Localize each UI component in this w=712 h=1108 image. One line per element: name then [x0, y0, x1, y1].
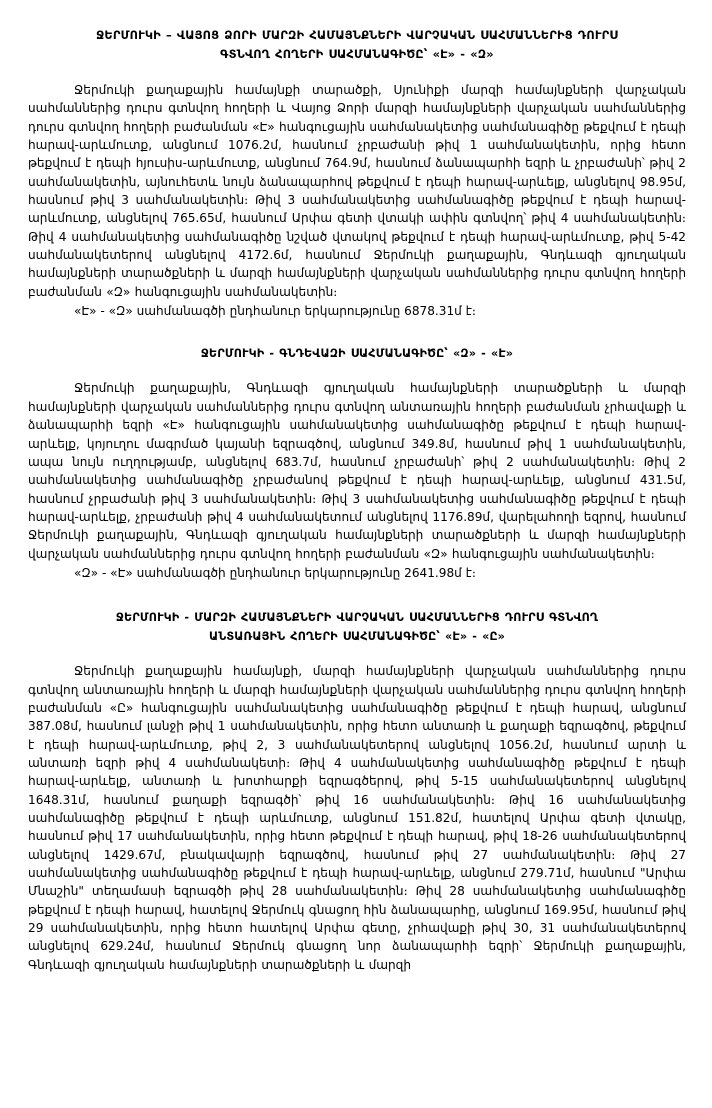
section-3-body: Ջերմուկի քաղաքային համայնքի, մարզի համայնքների վարչական սահմաններից դուրս գտնվող անտառային հողերի և մարզի համայնքների վարչական սահմաններից դուրս գտնվող հողերի բաժանման «Ը» հանգուցային սահմանակետից սահմանագիծը թեքվում է դեպի հարավ, անցնում 387.08մ, հասնում լանջի թիվ 1 սահմանակետին, որից հետո անտառի և քաղաքի եզրագծով, թեքվում է դեպի հարավ-արևմուտք, թիվ 2, 3 սահմանակետերով անցնելով 1056.2մ, հասնում արտի և անտառի եզրի թիվ 4 սահմանակետի։ Թիվ 4 սահմանակետից սահմանագիծը թեքվում է դեպի հարավ-արևելք, անտառի և խոտհարքի եզրագծերով, թիվ 5-15 սահմանակետերով անցնելով 1648.31մ, հասնում քաղաքի եզրագծի՝ թիվ 16 սահմանակետին։ Թիվ 16 սահմանակետից սահմանագիծը թեքվում է դեպի արևմուտք, անցնում 151.82մ, հատելով Արփա գետի վտակը, հասնում թիվ 17 սահմանակետին, որից հետո թեքվում է դեպի հարավ, թիվ 18-26 սահմանակետերով անցնելով 1429.67մ, բնակավայրի եզրագծով, հասնում թիվ 27 սահմանակետին։ Թիվ 27 սահմանակետից սահմանագիծը թեքվում է դեպի հարավ-արևելք, անցնում 279.71մ, հասնում "Արփա Մնաշին" տեղամասի եզրագծի թիվ 28 սահմանակետին։ Թիվ 28 սահմանակետից սահմանագիծը թեքվում է դեպի հարավ, հատելով Ջերմուկ գնացող հին ձանապարհը, անցնում 169.95մ, հասնում թիվ 29 սահմանակետին, որից հետո հատելով Արփա գետը, չրհավաքի թիվ 30, 31 սահմանակետերով անցնելով 629.24մ, հասնում Ջերմուկ գնացող նոր ձանապարհի եզրի՝ Ջերմուկի քաղաքային, Գնդևազի գյուղական համայնքների տարածքների և մարզի [28, 664, 686, 972]
section-heading-2-line-1: ՋԵՐՄՈՒԿԻ - ԳՆԴԵՎԱԶԻ ՍԱՀՄԱՆԱԳԻԾԸ՝ «Զ» - «Է» [200, 347, 514, 361]
section-heading-1-line-2: ԳՏՆՎՈՂ ՀՈՂԵՐԻ ՍԱՀՄԱՆԱԳԻԾԸ՝ «Է» - «Զ» [220, 47, 494, 61]
section-heading-3-line-2: ԱՆՏԱՌԱՅԻՆ ՀՈՂԵՐԻ ՍԱՀՄԱՆԱԳԻԾԸ՝ «Է» - «Ը» [208, 630, 506, 644]
section-heading-3-line-1: ՋԵՐՄՈՒԿԻ - ՄԱՐԶԻ ՀԱՄԱՅՆՔՆԵՐԻ ՎԱՐՉԱԿԱՆ ՍԱՀՄԱՆՆԵՐԻՑ ԴՈՒՐՍ ԳՏՆՎՈՂ [115, 611, 599, 625]
section-heading-2 [44, 344, 669, 363]
section-heading-3 [44, 608, 669, 646]
section-heading-1-line-1: ՋԵՐՄՈՒԿԻ – ՎԱՅՈՑ ՁՈՐԻ ՄԱՐԶԻ ՀԱՄԱՅՆՔՆԵՐԻ ՎԱՐՉԱԿԱՆ ՍԱՀՄԱՆՆԵՐԻՑ ԴՈՒՐՍ [96, 28, 618, 42]
section-1-subtotal: «Է» - «Զ» սահմանագծի ընդհանուր երկարությունը 6878.31մ է։ [74, 304, 476, 319]
section-2-body: Ջերմուկի քաղաքային, Գնդևազի գյուղական համայնքների տարածքների և մարզի համայնքների վարչական սահմաններից դուրս գտնվող անտառային հողերի բաժանման չրհավաքի և ձանապարհի եզրի «Է» հանգուցային սահմանակետից սահմանագիծը թեքվում է դեպի հարավ-արևելք, կոյուղու մագրմած կայանի եզրագծով, անցնում 349.8մ, հասնում թիվ 1 սահմանակետին, ապա նույն ուղղությամբ, անցնելով 683.7մ, հասնում չրբաժանի՝ թիվ 2 սահմանակետին։ Թիվ 2 սահմանակետից սահմանագիծը չրբաժանով թեքվում է դեպի հարավ-արևելք, անցնում 431.5մ, հասնում չրբաժանի թիվ 3 սահմանակետին։ Թիվ 3 սահմանակետից սահմանագիծը թեքվում է դեպի հարավ-արևելք, չրբաժանի թիվ 4 սահմանակետում անցնելով 1176.89մ, վարելահողի եզրով, հասնում Ջերմուկի քաղաքային, Գնդևազի գյուղական համայնքների տարածքների և մարզի համայնքների վարչական սահմաններից դուրս գտնվող հողերի բաժանման «Զ» հանգուցային սահմանակետին։ [28, 381, 686, 561]
section-2-subtotal: «Զ» - «Է» սահմանագծի ընդհանուր երկարությունը 2641.98մ է։ [74, 565, 476, 580]
section-heading-1 [44, 26, 669, 64]
section-1-body: Ջերմուկի քաղաքային համայնքի տարածքի, Սյունիքի մարզի համայնքների վարչական սահմաններից դուրս գտնվող հողերի և Վայոց Ձորի մարզի համայնքների վարչական սահմաններից դուրս գտնվող հողերի բաժանման «Է» հանգուցային սահմանակետից սահմանագիծը թեքվում է դեպի հարավ-արևմուտք, անցնում 1076.2մ, հասնում չրբաժանի թիվ 1 սահմանակետին, որից հետո թեքվում է դեպի հյուսիս-արևմուտք, անցնում 764.9մ, հասնում ձանապարհի եզրի և չրբաժանի՝ թիվ 2 սահմանակետին, այնուհետև նույն ձանապարհով թեքվում է դեպի հարավ-արևելք, անցնելով 98.95մ, հասնում թիվ 3 սահմանակետին։ Թիվ 3 սահմանակետից սահմանագիծը թեքվում է դեպի հարավ-արևմուտք, անցնելով 765.65մ, հասնում Արփա գետի վտակի ափին գտնվող՝ թիվ 4 սահմանակետին։ Թիվ 4 սահմանակետից սահմանագիծը նշված վտակով թեքվում է դեպի հարավ-արևմուտք, թիվ 5-42 սահմանակետերով անցնելով 4172.6մ, հասնում Ջերմուկի քաղաքային, Գնդևազի գյուղական համայնքների տարածքների և մարզի համայնքների վարչական սահմաններից դուրս գտնվող հողերի բաժանման «Զ» հանգուցային սահմանակետին։ [28, 83, 686, 299]
